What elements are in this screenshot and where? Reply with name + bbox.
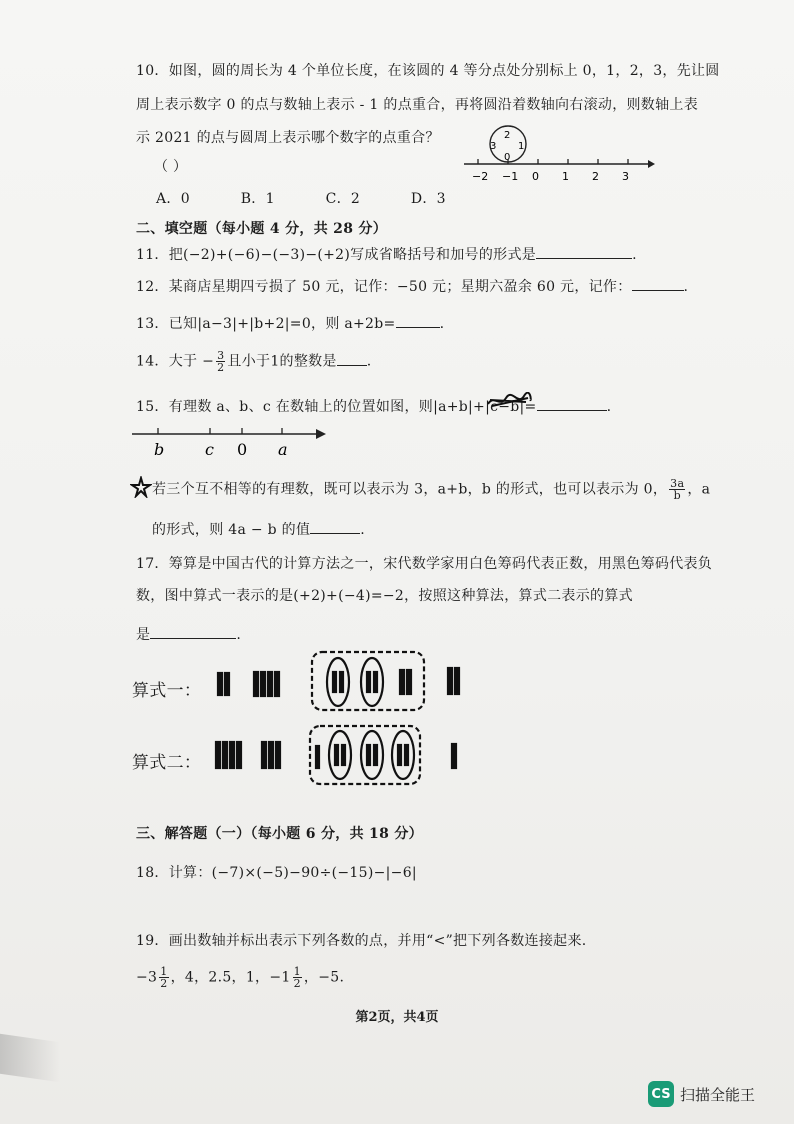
q19-line1: 19．画出数轴并标出表示下列各数的点，并用“<”把下列各数连接起来. (136, 933, 587, 949)
section3-heading: 三、解答题（一）（每小题 6 分，共 18 分） (136, 826, 423, 842)
q17-line1: 17．筹算是中国古代的计算方法之一，宋代数学家用白色筹码代表正数，用黑色筹码代表负 (136, 556, 713, 572)
q10-line1: 10．如图，圆的周长为 4 个单位长度，在该圆的 4 等分点处分别标上 0，1，2，3，先让圆 (136, 63, 720, 79)
tick-label: 0 (532, 170, 539, 183)
circle-label-2: 2 (504, 130, 511, 141)
q15-label-a: a (278, 440, 288, 459)
handwritten-star-mark (130, 476, 152, 498)
camscanner-logo-icon: CS (648, 1081, 674, 1107)
scan-shadow (0, 1034, 60, 1082)
q19-middle: ，4，2.5，1，−1 (170, 969, 291, 986)
q12-answer-blank[interactable] (632, 276, 684, 291)
q19-end: ，−5. (303, 969, 345, 986)
q12-end: . (683, 279, 689, 295)
q19-line2 (136, 966, 344, 989)
tick-label: 1 (562, 170, 569, 183)
tick-label: 3 (622, 170, 629, 183)
q10-circle-number-line-figure (456, 118, 656, 188)
q13 (136, 313, 444, 333)
q10-line3: 示 2021 的点与圆周上表示哪个数字的点重合？ (136, 130, 440, 146)
tick-label: −1 (502, 170, 519, 183)
watermark-text: 扫描全能王 (680, 1085, 756, 1104)
q10-answer-paren: （ ） (154, 159, 188, 175)
q18: 18．计算：(−7)×(−5)−90÷(−15)−|−6| (136, 865, 417, 881)
q13-text: 13．已知|a−3|+|b+2|=0，则 a+2b= (136, 316, 396, 332)
q14-post: 且小于1的整数是 (227, 353, 337, 370)
q16-end: . (360, 522, 366, 538)
option-b: B．1 (240, 191, 275, 207)
q11 (136, 244, 637, 264)
circle-label-0: 0 (504, 152, 511, 163)
q16-fraction-num: 3a (670, 477, 685, 490)
formula1-label: 算式一： (132, 681, 202, 701)
q19-num1-int: −3 (136, 969, 158, 986)
q15-number-line-figure (130, 424, 330, 464)
f1-rods-plus2 (218, 673, 229, 695)
q17-line3 (136, 624, 241, 644)
scanner-watermark (648, 1081, 755, 1107)
q15 (136, 396, 611, 416)
q17-line2: 数，图中算式一表示的是(+2)+(−4)=−2，按照这种算法，算式二表示的算式 (136, 588, 633, 604)
q12 (136, 276, 688, 296)
q17-answer-blank[interactable] (150, 624, 236, 639)
number-line-arrow (648, 160, 655, 168)
f2-circled-pair-3 (392, 731, 414, 779)
circle-label-3: 3 (490, 141, 497, 152)
f2-circled-pair-2 (361, 731, 383, 779)
q14-fraction-num: 3 (217, 349, 225, 362)
formula2-label: 算式二： (132, 753, 202, 773)
q19-fraction-2 (293, 966, 302, 989)
q15-label-c: c (205, 440, 214, 459)
counting-rods-figure (210, 648, 470, 788)
q14-fraction-den: 2 (217, 361, 225, 374)
q19-frac1-num: 1 (160, 965, 168, 978)
section2-heading: 二、填空题（每小题 4 分，共 28 分） (136, 221, 388, 237)
f1-circled-pair-2 (361, 658, 383, 706)
option-d: D．3 (410, 191, 446, 207)
f1-rods-minus4 (254, 672, 279, 696)
q13-answer-blank[interactable] (396, 313, 440, 328)
q14 (136, 350, 372, 373)
f1-circled-pair-1 (327, 658, 349, 706)
q10-options (156, 188, 492, 208)
q15-label-b: b (154, 440, 165, 459)
option-c: C．2 (325, 191, 361, 207)
q16-line2-text: 的形式，则 4a − b 的值 (152, 522, 311, 538)
q11-end: . (632, 247, 637, 263)
q16-answer-blank[interactable] (310, 519, 360, 534)
tick-label: −2 (472, 170, 489, 183)
q15-text: 15．有理数 a、b、c 在数轴上的位置如图，则|a+b|+|c−b|= (136, 399, 537, 415)
number-line-ticks (472, 159, 629, 183)
q16-fraction-den: b (673, 489, 681, 502)
circle-label-1: 1 (518, 141, 525, 152)
q15-end: . (606, 399, 612, 415)
q14-end: . (366, 353, 372, 370)
q19-frac2-num: 1 (293, 965, 301, 978)
f2-circled-pair-1 (329, 731, 351, 779)
option-a: A．0 (156, 191, 190, 207)
q10-line2: 周上表示数字 0 的点与数轴上表示 - 1 的点重合，再将圆沿着数轴向右滚动，则数轴上表 (136, 97, 698, 113)
q15-axis-arrow (316, 429, 326, 439)
f2-rods-group2 (262, 742, 280, 768)
tick-label: 2 (592, 170, 599, 183)
q19-frac1-den: 2 (160, 977, 168, 990)
q14-answer-blank[interactable] (337, 351, 367, 366)
q16-fraction (669, 478, 685, 501)
handwritten-scribble (486, 392, 534, 410)
q13-end: . (439, 316, 445, 332)
q12-text: 12．某商店星期四亏损了 50 元，记作：−50 元；星期六盈余 60 元，记作： (136, 279, 632, 295)
q19-fraction-1 (159, 966, 168, 989)
q11-answer-blank[interactable] (536, 244, 632, 259)
page-number-footer: 第2页，共4页 (355, 1010, 439, 1025)
q16-post: ，a (687, 481, 711, 498)
f2-rods-group1 (216, 742, 241, 768)
q11-text: 11．把(−2)+(−6)−(−3)−(+2)写成省略括号和加号的形式是 (136, 247, 537, 263)
q14-fraction (216, 350, 225, 373)
q15-answer-blank[interactable] (537, 396, 607, 411)
q15-label-0: 0 (237, 440, 248, 459)
q17-line3-text: 是 (136, 627, 151, 643)
q16-line1 (152, 478, 710, 501)
q16-line2 (152, 519, 365, 539)
q14-pre: 14．大于 − (136, 353, 215, 370)
q17-end: . (236, 627, 242, 643)
q16-pre: 若三个互不相等的有理数，既可以表示为 3，a+b，b 的形式，也可以表示为 0， (152, 481, 668, 498)
q19-frac2-den: 2 (293, 977, 301, 990)
